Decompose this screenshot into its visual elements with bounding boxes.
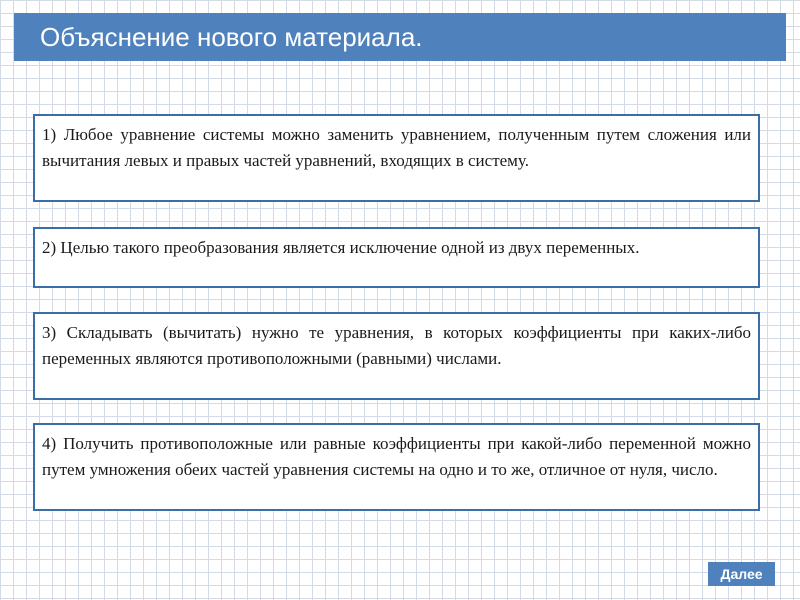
point-3-text: 3) Складывать (вычитать) нужно те уравнения, в которых коэффициенты при каких-либо переменных являются противоположными (равными) числами. — [33, 312, 760, 400]
slide-title: Объяснение нового материала. — [14, 13, 786, 61]
next-button[interactable]: Далее — [708, 562, 775, 586]
point-1-text: 1) Любое уравнение системы можно заменить уравнением, полученным путем сложения или вычитания левых и правых частей уравнений, входящих в систему. — [33, 114, 760, 202]
point-2-text: 2) Целью такого преобразования является исключение одной из двух переменных. — [33, 227, 760, 288]
point-4-text: 4) Получить противоположные или равные коэффициенты при какой-либо переменной можно путем умножения обеих частей уравнения системы на одно и то же, отличное от нуля, число. — [33, 423, 760, 511]
